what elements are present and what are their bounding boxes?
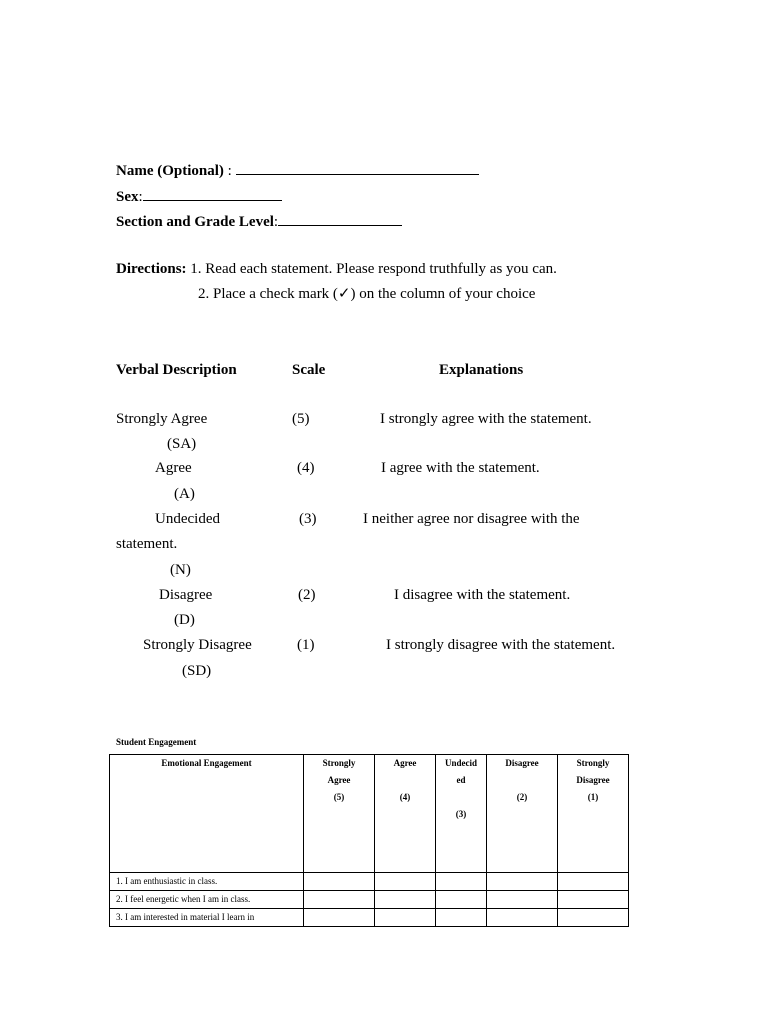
- column-header-scale: (4): [399, 792, 411, 802]
- table-row: [110, 873, 629, 891]
- column-header-text: Disagree: [505, 758, 539, 768]
- directions-step-2: 2. Place a check mark (✓) on the column of your choice: [198, 286, 536, 302]
- legend-abbr-a: (A): [174, 486, 195, 502]
- directions-line-1: [116, 260, 557, 278]
- legend-scale-4: (4): [297, 460, 315, 476]
- column-header-text: Strongly: [576, 758, 610, 768]
- legend-explanation-strongly-disagree: I strongly disagree with the statement.: [386, 637, 616, 653]
- column-header-scale: (2): [516, 792, 528, 802]
- response-cell-5[interactable]: [304, 909, 375, 927]
- response-cell-2[interactable]: [487, 891, 558, 909]
- section-label: Section and Grade Level: [116, 214, 274, 230]
- response-cell-3[interactable]: [436, 873, 487, 891]
- column-header-undecided: [436, 755, 487, 873]
- column-header-strongly-agree: [304, 755, 375, 873]
- column-header-text: [436, 789, 486, 806]
- legend-explanation-disagree: I disagree with the statement.: [394, 587, 571, 603]
- name-separator: :: [223, 163, 236, 179]
- column-header-scale: (3): [455, 809, 467, 819]
- response-cell-4[interactable]: [375, 873, 436, 891]
- survey-header-row: [110, 755, 629, 873]
- legend-explanation-undecided: I neither agree nor disagree with the: [363, 511, 580, 527]
- response-cell-5[interactable]: [304, 891, 375, 909]
- legend-explanation-agree: I agree with the statement.: [381, 460, 540, 476]
- response-cell-4[interactable]: [375, 909, 436, 927]
- column-header-text: Strongly: [322, 758, 356, 768]
- column-header-text: Disagree: [576, 775, 610, 785]
- column-header-text: Undecid: [444, 758, 477, 768]
- legend-desc-agree: Agree: [155, 460, 192, 476]
- column-header-text: Agree: [327, 775, 351, 785]
- survey-item-statement: 1. I am enthusiastic in class.: [110, 873, 304, 891]
- response-cell-5[interactable]: [304, 873, 375, 891]
- response-cell-4[interactable]: [375, 891, 436, 909]
- legend-header-verbal: Verbal Description: [116, 362, 237, 378]
- sex-label: Sex: [116, 189, 139, 205]
- section-input-line[interactable]: [278, 213, 402, 226]
- legend-header-scale: Scale: [292, 362, 326, 378]
- name-label: Name (Optional): [116, 163, 224, 179]
- response-cell-1[interactable]: [558, 891, 629, 909]
- legend-desc-strongly-disagree: Strongly Disagree: [143, 637, 252, 653]
- name-field-row: [116, 162, 479, 180]
- column-header-text: [375, 772, 435, 789]
- response-cell-1[interactable]: [558, 909, 629, 927]
- directions-step-1: 1. Read each statement. Please respond truthfully as you can.: [186, 261, 557, 277]
- response-cell-1[interactable]: [558, 873, 629, 891]
- legend-scale-2: (2): [298, 587, 316, 603]
- sex-field-row: [116, 188, 282, 206]
- column-header-agree: [375, 755, 436, 873]
- table-row: [110, 909, 629, 927]
- response-cell-3[interactable]: [436, 891, 487, 909]
- legend-scale-5: (5): [292, 411, 310, 427]
- survey-item-statement: 3. I am interested in material I learn in: [110, 909, 304, 927]
- column-header-text: Agree: [393, 758, 417, 768]
- legend-abbr-sa: (SA): [167, 436, 197, 452]
- column-header-text: [487, 772, 557, 789]
- legend-scale-1: (1): [297, 637, 315, 653]
- column-header-strongly-disagree: [558, 755, 629, 873]
- legend-abbr-n: (N): [170, 562, 191, 578]
- section-separator: :: [273, 214, 279, 230]
- legend-explanation-strongly-agree: I strongly agree with the statement.: [380, 411, 592, 427]
- response-cell-3[interactable]: [436, 909, 487, 927]
- response-cell-2[interactable]: [487, 873, 558, 891]
- survey-title: Student Engagement: [116, 737, 197, 747]
- response-cell-2[interactable]: [487, 909, 558, 927]
- directions-label: Directions:: [116, 261, 187, 277]
- sex-input-line[interactable]: [143, 188, 282, 201]
- survey-table: [109, 754, 629, 927]
- name-input-line[interactable]: [236, 162, 479, 175]
- legend-header-explanations: Explanations: [439, 362, 524, 378]
- legend-desc-undecided: Undecided: [155, 511, 220, 527]
- legend-abbr-sd: (SD): [182, 663, 212, 679]
- legend-desc-strongly-agree: Strongly Agree: [116, 411, 208, 427]
- section-field-row: [116, 213, 402, 231]
- table-row: [110, 891, 629, 909]
- column-header-text: ed: [456, 775, 466, 785]
- legend-explanation-undecided-cont: statement.: [116, 536, 178, 552]
- survey-category-header: Emotional Engagement: [110, 755, 304, 873]
- sex-separator: :: [138, 189, 143, 205]
- column-header-scale: (5): [333, 792, 345, 802]
- legend-desc-disagree: Disagree: [159, 587, 213, 603]
- legend-scale-3: (3): [299, 511, 317, 527]
- column-header-disagree: [487, 755, 558, 873]
- legend-abbr-d: (D): [174, 612, 195, 628]
- survey-item-statement: 2. I feel energetic when I am in class.: [110, 891, 304, 909]
- column-header-scale: (1): [587, 792, 599, 802]
